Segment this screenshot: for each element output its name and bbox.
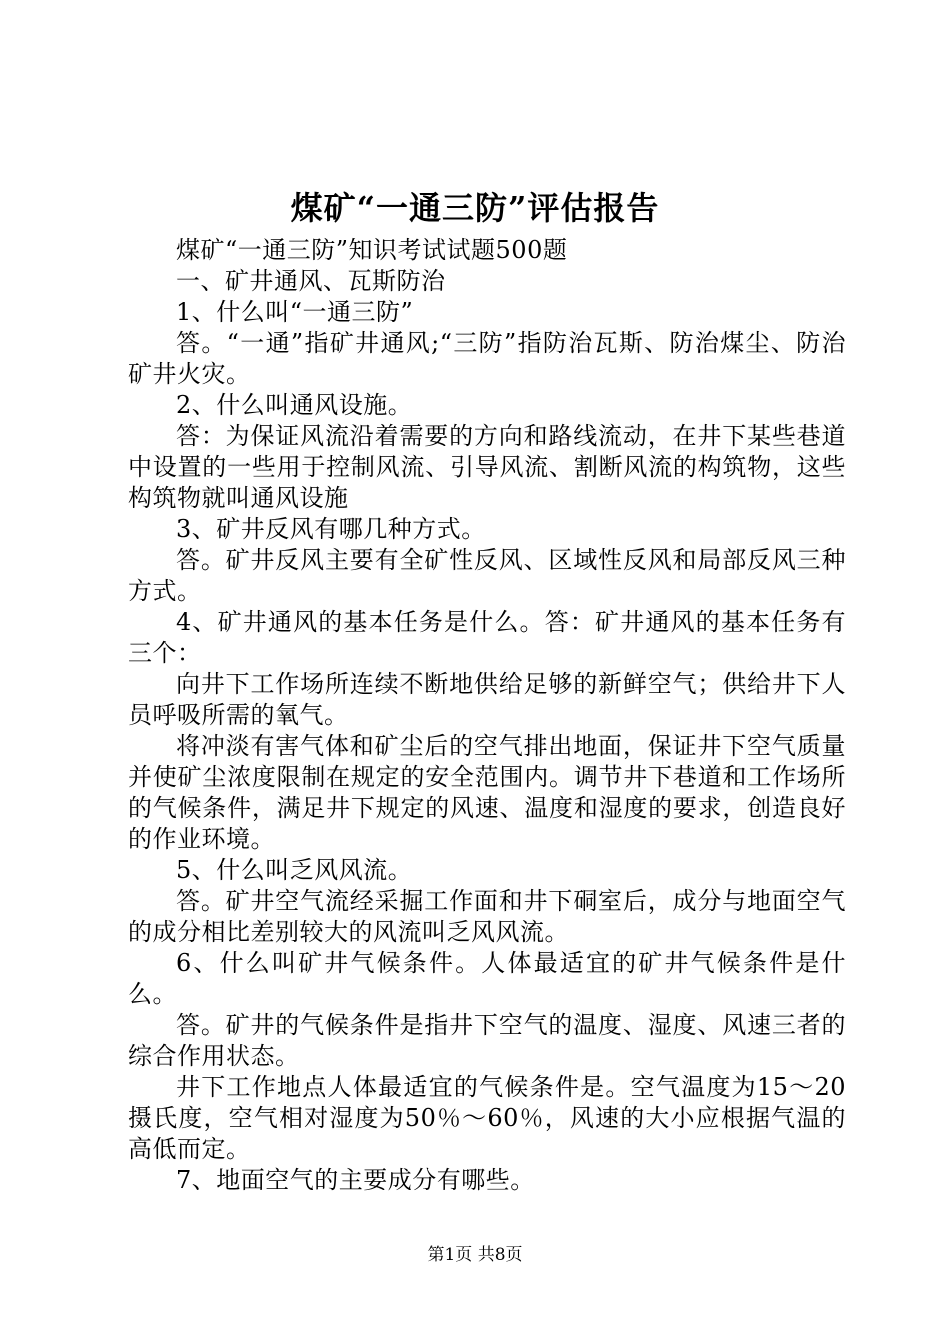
paragraph-question-3: 3、矿井反风有哪几种方式。	[176, 515, 486, 543]
paragraph-answer-5: 答。矿井空气流经采掘工作面和井下硐室后，成分与地面空气的成分相比差别较大的风流叫乏风风流。	[128, 887, 846, 946]
paragraph-question-5: 5、什么叫乏风风流。	[176, 856, 413, 884]
paragraph-answer-3: 答。矿井反风主要有全矿性反风、区域性反风和局部反风三种方式。	[128, 546, 846, 605]
page-number-footer: 第1页 共8页	[427, 1245, 523, 1265]
paragraph-question-4: 4、矿井通风的基本任务是什么。答：矿井通风的基本任务有三个：	[128, 608, 846, 667]
paragraph-answer-4-part-2: 将冲淡有害气体和矿尘后的空气排出地面，保证井下空气质量并使矿尘浓度限制在规定的安全范围内。调节井下巷道和工作场所的气候条件，满足井下规定的风速、温度和湿度的要求，创造良好的作业环境。	[128, 732, 846, 853]
paragraph-question-2: 2、什么叫通风设施。	[176, 391, 413, 419]
paragraph-answer-6-part-2: 井下工作地点人体最适宜的气候条件是。空气温度为15～20摄氏度，空气相对湿度为50％～60％，风速的大小应根据气温的高低而定。	[128, 1073, 846, 1163]
paragraph-answer-2: 答：为保证风流沿着需要的方向和路线流动，在井下某些巷道中设置的一些用于控制风流、引导风流、割断风流的构筑物，这些构筑物就叫通风设施	[128, 422, 846, 512]
paragraph-answer-1: 答。“一通”指矿井通风;“三防”指防治瓦斯、防治煤尘、防治矿井火灾。	[128, 329, 846, 388]
paragraph-answer-6-part-1: 答。矿井的气候条件是指井下空气的温度、湿度、风速三者的综合作用状态。	[128, 1011, 846, 1070]
paragraph-answer-4-part-1: 向井下工作场所连续不断地供给足够的新鲜空气；供给井下人员呼吸所需的氧气。	[128, 670, 846, 729]
paragraph-section-heading: 一、矿井通风、瓦斯防治	[176, 267, 446, 295]
paragraph-question-7: 7、地面空气的主要成分有哪些。	[176, 1166, 535, 1194]
paragraph-question-6: 6、什么叫矿井气候条件。人体最适宜的矿井气候条件是什么。	[128, 949, 846, 1008]
document-body	[128, 235, 846, 1196]
paragraph-question-1: 1、什么叫“一通三防”	[176, 298, 414, 326]
paragraph-exam-heading: 煤矿“一通三防”知识考试试题500题	[176, 236, 568, 264]
document-title: 煤矿“一通三防”评估报告	[290, 189, 660, 227]
